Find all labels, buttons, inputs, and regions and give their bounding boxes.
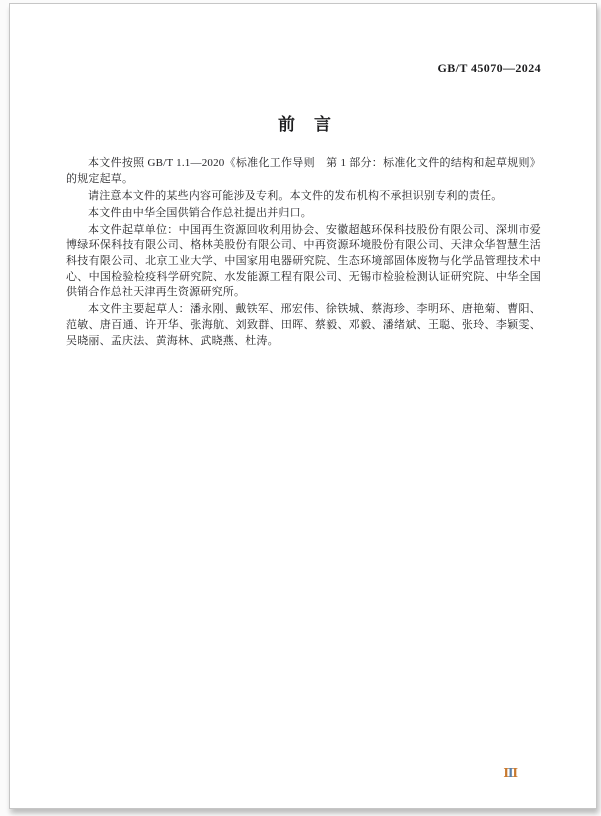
paragraph-proposing-body: 本文件由中华全国供销合作总社提出并归口。 [88,206,312,219]
page-title: 前 言 [278,115,332,134]
paragraph-main-drafters: 本文件主要起草人：潘永刚、戴铁军、邢宏伟、徐铁城、蔡海珍、李明环、唐艳菊、曹阳、范敏、唐百通、许开华、张海航、刘致群、田晖、蔡毅、邓毅、潘绪斌、王聪、张玲、李颖雯、吴晓丽、孟庆法、黄海林、武晓燕、杜涛。 [66,303,541,347]
paragraph-drafting-basis: 本文件按照 GB/T 1.1—2020《标准化工作导则 第 1 部分：标准化文件的结构和起草规则》的规定起草。 [66,157,541,185]
foreword-content [66,156,541,349]
paragraph-patent-notice: 请注意本文件的某些内容可能涉及专利。本文件的发布机构不承担识别专利的责任。 [88,189,503,202]
page-number: Ⅲ [503,766,518,780]
standard-number: GB/T 45070—2024 [437,61,541,75]
paragraph-drafting-organizations: 本文件起草单位：中国再生资源回收利用协会、安徽超越环保科技股份有限公司、深圳市爱博绿环保科技有限公司、格林美股份有限公司、中再资源环境股份有限公司、天津众华智慧生活科技有限公司、北京工业大学、中国家用电器研究院、生态环境部固体废物与化学品管理技术中心、中国检验检疫科学研究院、水发能源工程有限公司、无锡市检验检测认证研究院、中华全国供销合作总社天津再生资源研究所。 [66,223,541,299]
document-page [9,3,597,809]
